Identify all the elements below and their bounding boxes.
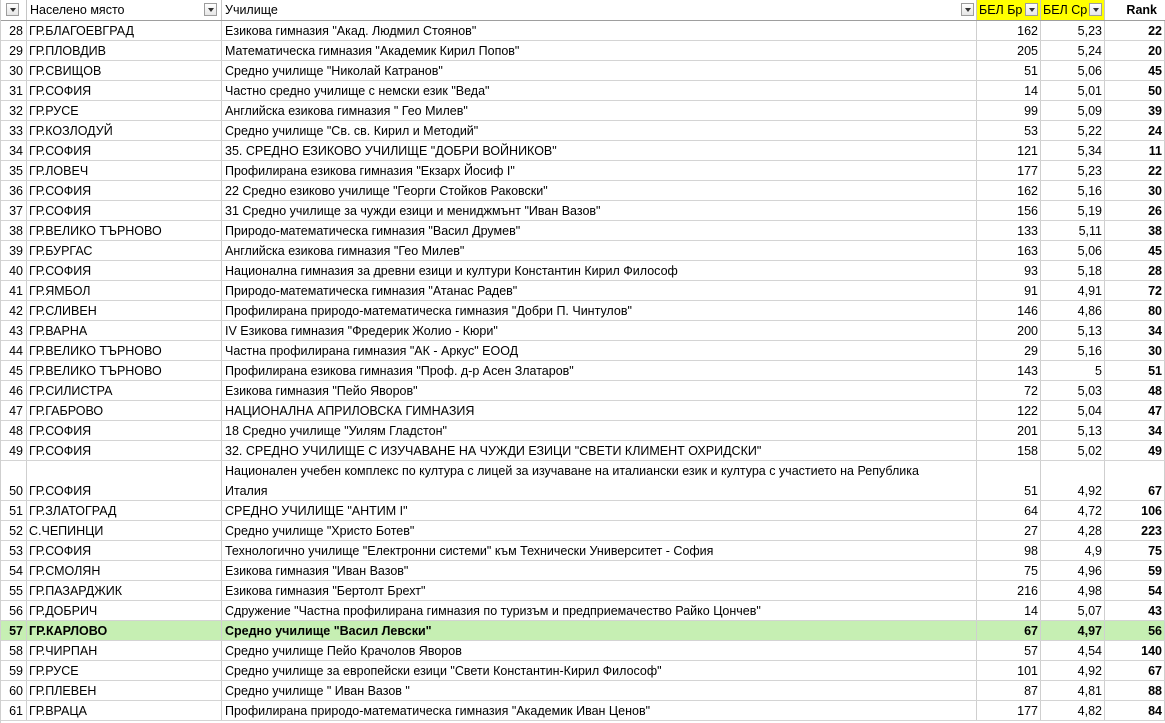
table-row[interactable] (0, 21, 1165, 41)
row-index-cell[interactable]: 45 (0, 361, 27, 380)
bel-average-cell[interactable]: 5,04 (1041, 401, 1105, 420)
header-row (0, 0, 1165, 21)
table-body (0, 21, 1165, 721)
header-rank-cell[interactable] (1105, 0, 1165, 20)
table-row[interactable] (0, 321, 1165, 341)
school-cell[interactable]: Езикова гимназия "Пейо Яворов" (222, 381, 977, 400)
row-index-cell[interactable]: 59 (0, 661, 27, 680)
rank-cell[interactable]: 140 (1105, 641, 1165, 660)
bel-count-cell[interactable]: 14 (977, 601, 1041, 620)
table-row[interactable] (0, 101, 1165, 121)
city-cell[interactable]: ГР.ЧИРПАН (27, 641, 222, 660)
bel-count-cell[interactable]: 122 (977, 401, 1041, 420)
bel-count-cell[interactable]: 75 (977, 561, 1041, 580)
rank-cell[interactable]: 34 (1105, 421, 1165, 440)
bel-count-cell[interactable]: 146 (977, 301, 1041, 320)
bel-count-cell[interactable]: 158 (977, 441, 1041, 460)
row-index-cell[interactable]: 50 (0, 461, 27, 500)
school-cell[interactable]: Езикова гимназия "Бертолт Брехт" (222, 581, 977, 600)
bel-average-cell[interactable]: 5,18 (1041, 261, 1105, 280)
bel-count-cell[interactable]: 64 (977, 501, 1041, 520)
rank-cell[interactable]: 26 (1105, 201, 1165, 220)
rank-cell[interactable]: 223 (1105, 521, 1165, 540)
school-cell[interactable]: Средно училище "Св. св. Кирил и Методий" (222, 121, 977, 140)
header-bel-sr-label: БЕЛ Ср (1043, 3, 1088, 17)
school-cell[interactable]: Средно училище "Николай Катранов" (222, 61, 977, 80)
row-index-cell[interactable]: 38 (0, 221, 27, 240)
rank-cell[interactable]: 54 (1105, 581, 1165, 600)
school-cell[interactable]: Езикова гимназия "Иван Вазов" (222, 561, 977, 580)
school-cell[interactable]: Средно училище за европейски езици "Свети Константин-Кирил Философ" (222, 661, 977, 680)
school-cell[interactable]: 22 Средно езиково училище "Георги Стойков Раковски" (222, 181, 977, 200)
filter-dropdown-icon[interactable] (1089, 3, 1102, 16)
bel-average-cell[interactable]: 4,96 (1041, 561, 1105, 580)
bel-count-cell[interactable]: 67 (977, 621, 1041, 640)
rank-cell[interactable]: 67 (1105, 461, 1165, 500)
bel-average-cell[interactable]: 4,81 (1041, 681, 1105, 700)
bel-average-cell[interactable]: 4,91 (1041, 281, 1105, 300)
header-bel-sr-cell[interactable] (1041, 0, 1105, 20)
school-cell[interactable]: Английска езикова гимназия "Гео Милев" (222, 241, 977, 260)
school-cell[interactable]: Средно училище "Васил Левски" (222, 621, 977, 640)
header-city-cell[interactable] (27, 0, 222, 20)
table-row[interactable] (0, 301, 1165, 321)
row-index-cell[interactable]: 54 (0, 561, 27, 580)
bel-average-cell[interactable]: 5,11 (1041, 221, 1105, 240)
table-row-selected[interactable] (0, 621, 1165, 641)
city-cell[interactable]: ГР.БУРГАС (27, 241, 222, 260)
city-cell[interactable]: ГР.ВРАЦА (27, 701, 222, 720)
row-index-cell[interactable]: 40 (0, 261, 27, 280)
rank-cell[interactable]: 80 (1105, 301, 1165, 320)
rank-cell[interactable]: 34 (1105, 321, 1165, 340)
bel-count-cell[interactable]: 14 (977, 81, 1041, 100)
table-row[interactable] (0, 381, 1165, 401)
row-index-cell[interactable]: 57 (0, 621, 27, 640)
rank-cell[interactable]: 51 (1105, 361, 1165, 380)
bel-count-cell[interactable]: 177 (977, 161, 1041, 180)
bel-count-cell[interactable]: 51 (977, 461, 1041, 500)
school-cell[interactable]: Математическа гимназия "Академик Кирил Попов" (222, 41, 977, 60)
bel-average-cell[interactable]: 4,9 (1041, 541, 1105, 560)
city-cell[interactable]: ГР.ВАРНА (27, 321, 222, 340)
city-cell[interactable]: ГР.ПАЗАРДЖИК (27, 581, 222, 600)
table-row[interactable] (0, 421, 1165, 441)
filter-dropdown-icon[interactable] (204, 3, 217, 16)
table-row[interactable] (0, 61, 1165, 81)
school-cell[interactable]: Профилирана езикова гимназия "Проф. д-р Асен Златаров" (222, 361, 977, 380)
school-cell[interactable]: Сдружение "Частна профилирана гимназия по туризъм и предприемачество Райко Цончев" (222, 601, 977, 620)
header-city-label: Населено място (30, 3, 125, 17)
table-row[interactable] (0, 681, 1165, 701)
table-row[interactable] (0, 201, 1165, 221)
table-row[interactable] (0, 281, 1165, 301)
city-cell[interactable]: ГР.ВЕЛИКО ТЪРНОВО (27, 361, 222, 380)
bel-count-cell[interactable]: 200 (977, 321, 1041, 340)
row-index-cell[interactable]: 29 (0, 41, 27, 60)
row-index-cell[interactable]: 60 (0, 681, 27, 700)
table-row[interactable] (0, 701, 1165, 721)
table-row[interactable] (0, 581, 1165, 601)
table-row[interactable] (0, 261, 1165, 281)
row-index-cell[interactable]: 41 (0, 281, 27, 300)
row-index-cell[interactable]: 55 (0, 581, 27, 600)
table-row[interactable] (0, 341, 1165, 361)
header-index-cell[interactable] (0, 0, 27, 20)
school-cell[interactable]: Профилирана природо-математическа гимназия "Добри П. Чинтулов" (222, 301, 977, 320)
rank-cell[interactable]: 75 (1105, 541, 1165, 560)
city-cell[interactable]: ГР.СОФИЯ (27, 181, 222, 200)
school-cell[interactable]: НАЦИОНАЛНА АПРИЛОВСКА ГИМНАЗИЯ (222, 401, 977, 420)
bel-count-cell[interactable]: 162 (977, 181, 1041, 200)
city-cell[interactable]: ГР.СОФИЯ (27, 261, 222, 280)
row-index-cell[interactable]: 48 (0, 421, 27, 440)
city-cell[interactable]: ГР.ДОБРИЧ (27, 601, 222, 620)
school-cell[interactable]: Профилирана природо-математическа гимназия "Академик Иван Ценов" (222, 701, 977, 720)
city-cell[interactable]: ГР.СОФИЯ (27, 461, 222, 500)
rank-cell[interactable]: 59 (1105, 561, 1165, 580)
city-cell[interactable]: ГР.ВЕЛИКО ТЪРНОВО (27, 341, 222, 360)
bel-count-cell[interactable]: 98 (977, 541, 1041, 560)
row-index-cell[interactable]: 53 (0, 541, 27, 560)
rank-cell[interactable]: 43 (1105, 601, 1165, 620)
bel-count-cell[interactable]: 29 (977, 341, 1041, 360)
bel-count-cell[interactable]: 93 (977, 261, 1041, 280)
row-index-cell[interactable]: 32 (0, 101, 27, 120)
bel-average-cell[interactable]: 5,23 (1041, 161, 1105, 180)
city-cell[interactable]: ГР.СЛИВЕН (27, 301, 222, 320)
bel-average-cell[interactable]: 4,82 (1041, 701, 1105, 720)
city-cell[interactable]: ГР.СВИЩОВ (27, 61, 222, 80)
rank-cell[interactable]: 106 (1105, 501, 1165, 520)
city-cell[interactable]: ГР.ЗЛАТОГРАД (27, 501, 222, 520)
school-cell[interactable]: Профилирана езикова гимназия "Екзарх Йосиф I" (222, 161, 977, 180)
table-row[interactable] (0, 661, 1165, 681)
bel-average-cell[interactable]: 4,28 (1041, 521, 1105, 540)
city-cell[interactable]: ГР.РУСЕ (27, 661, 222, 680)
school-cell[interactable]: IV Езикова гимназия "Фредерик Жолио - Кюри" (222, 321, 977, 340)
bel-average-cell[interactable]: 5,13 (1041, 421, 1105, 440)
rank-cell[interactable]: 72 (1105, 281, 1165, 300)
rank-cell[interactable]: 88 (1105, 681, 1165, 700)
rank-cell[interactable]: 22 (1105, 21, 1165, 40)
city-cell[interactable]: ГР.КАРЛОВО (27, 621, 222, 640)
school-cell[interactable]: 32. СРЕДНО УЧИЛИЩЕ С ИЗУЧАВАНЕ НА ЧУЖДИ ЕЗИЦИ "СВЕТИ КЛИМЕНТ ОХРИДСКИ" (222, 441, 977, 460)
bel-count-cell[interactable]: 72 (977, 381, 1041, 400)
rank-cell[interactable]: 47 (1105, 401, 1165, 420)
bel-average-cell[interactable]: 5,09 (1041, 101, 1105, 120)
school-cell[interactable]: 18 Средно училище "Уилям Гладстон" (222, 421, 977, 440)
table-row[interactable] (0, 141, 1165, 161)
city-cell[interactable]: ГР.ГАБРОВО (27, 401, 222, 420)
city-cell[interactable]: ГР.ЯМБОЛ (27, 281, 222, 300)
school-cell[interactable]: Национална гимназия за древни езици и култури Константин Кирил Философ (222, 261, 977, 280)
row-index-cell[interactable]: 52 (0, 521, 27, 540)
table-row[interactable] (0, 601, 1165, 621)
city-cell[interactable]: ГР.РУСЕ (27, 101, 222, 120)
row-index-cell[interactable]: 34 (0, 141, 27, 160)
rank-cell[interactable]: 24 (1105, 121, 1165, 140)
city-cell[interactable]: ГР.ПЛЕВЕН (27, 681, 222, 700)
school-cell[interactable]: Национален учебен комплекс по култура с лицей за изучаване на италиански език и култура с участието на Република Италия (222, 461, 977, 500)
bel-average-cell[interactable]: 4,92 (1041, 661, 1105, 680)
table-row[interactable] (0, 641, 1165, 661)
row-index-cell[interactable]: 51 (0, 501, 27, 520)
bel-average-cell[interactable]: 5,19 (1041, 201, 1105, 220)
bel-count-cell[interactable]: 133 (977, 221, 1041, 240)
header-bel-br-cell[interactable] (977, 0, 1041, 20)
row-index-cell[interactable]: 46 (0, 381, 27, 400)
bel-count-cell[interactable]: 87 (977, 681, 1041, 700)
header-rank-label: Rank (1126, 3, 1157, 17)
row-index-cell[interactable]: 44 (0, 341, 27, 360)
bel-average-cell[interactable]: 4,86 (1041, 301, 1105, 320)
bel-count-cell[interactable]: 216 (977, 581, 1041, 600)
rank-cell[interactable]: 84 (1105, 701, 1165, 720)
school-cell[interactable]: 31 Средно училище за чужди езици и мениджмънт "Иван Вазов" (222, 201, 977, 220)
school-cell[interactable]: Езикова гимназия "Акад. Людмил Стоянов" (222, 21, 977, 40)
row-index-cell[interactable]: 31 (0, 81, 27, 100)
school-cell[interactable]: Природо-математическа гимназия "Васил Друмев" (222, 221, 977, 240)
school-cell[interactable]: Средно училище " Иван Вазов " (222, 681, 977, 700)
bel-count-cell[interactable]: 91 (977, 281, 1041, 300)
table-row[interactable] (0, 541, 1165, 561)
city-cell[interactable]: ГР.ЛОВЕЧ (27, 161, 222, 180)
bel-count-cell[interactable]: 201 (977, 421, 1041, 440)
row-index-cell[interactable]: 28 (0, 21, 27, 40)
bel-average-cell[interactable]: 5,01 (1041, 81, 1105, 100)
table-row[interactable] (0, 81, 1165, 101)
left-border (0, 0, 1, 723)
rank-cell[interactable]: 28 (1105, 261, 1165, 280)
bel-average-cell[interactable]: 5 (1041, 361, 1105, 380)
rank-cell[interactable]: 11 (1105, 141, 1165, 160)
city-cell[interactable]: ГР.БЛАГОЕВГРАД (27, 21, 222, 40)
city-cell[interactable]: ГР.СОФИЯ (27, 441, 222, 460)
bel-average-cell[interactable]: 4,92 (1041, 461, 1105, 500)
table-row[interactable] (0, 121, 1165, 141)
bel-average-cell[interactable]: 5,16 (1041, 341, 1105, 360)
bel-count-cell[interactable]: 101 (977, 661, 1041, 680)
bel-average-cell[interactable]: 5,13 (1041, 321, 1105, 340)
city-cell[interactable]: ГР.СОФИЯ (27, 541, 222, 560)
table-row[interactable] (0, 441, 1165, 461)
school-cell[interactable]: 35. СРЕДНО ЕЗИКОВО УЧИЛИЩЕ "ДОБРИ ВОЙНИКОВ" (222, 141, 977, 160)
row-index-cell[interactable]: 30 (0, 61, 27, 80)
rank-cell[interactable]: 30 (1105, 341, 1165, 360)
bel-count-cell[interactable]: 53 (977, 121, 1041, 140)
city-cell[interactable]: ГР.ПЛОВДИВ (27, 41, 222, 60)
bel-count-cell[interactable]: 121 (977, 141, 1041, 160)
school-cell[interactable]: Английска езикова гимназия " Гео Милев" (222, 101, 977, 120)
bel-count-cell[interactable]: 57 (977, 641, 1041, 660)
city-cell[interactable]: ГР.СОФИЯ (27, 201, 222, 220)
table-row[interactable] (0, 401, 1165, 421)
city-cell[interactable]: ГР.СОФИЯ (27, 141, 222, 160)
table-row[interactable] (0, 461, 1165, 501)
rank-cell[interactable]: 45 (1105, 241, 1165, 260)
city-cell[interactable]: ГР.СОФИЯ (27, 81, 222, 100)
rank-cell[interactable]: 49 (1105, 441, 1165, 460)
bel-count-cell[interactable]: 162 (977, 21, 1041, 40)
city-cell[interactable]: ГР.КОЗЛОДУЙ (27, 121, 222, 140)
table-row[interactable] (0, 361, 1165, 381)
table-row[interactable] (0, 501, 1165, 521)
bel-average-cell[interactable]: 4,72 (1041, 501, 1105, 520)
bel-count-cell[interactable]: 163 (977, 241, 1041, 260)
school-cell[interactable]: Технологично училище "Електронни системи" към Технически Университет - София (222, 541, 977, 560)
filter-dropdown-icon[interactable] (1025, 3, 1038, 16)
rank-cell[interactable]: 50 (1105, 81, 1165, 100)
school-cell[interactable]: Частна профилирана гимназия "АК - Аркус" ЕООД (222, 341, 977, 360)
bel-count-cell[interactable]: 143 (977, 361, 1041, 380)
rank-cell[interactable]: 38 (1105, 221, 1165, 240)
filter-dropdown-icon[interactable] (961, 3, 974, 16)
bel-average-cell[interactable]: 5,22 (1041, 121, 1105, 140)
bel-average-cell[interactable]: 5,07 (1041, 601, 1105, 620)
school-cell[interactable]: Природо-математическа гимназия "Атанас Радев" (222, 281, 977, 300)
school-cell[interactable]: Средно училище "Христо Ботев" (222, 521, 977, 540)
filter-dropdown-icon[interactable] (6, 3, 19, 16)
table-row[interactable] (0, 41, 1165, 61)
table-row[interactable] (0, 161, 1165, 181)
row-index-cell[interactable]: 61 (0, 701, 27, 720)
city-cell[interactable]: ГР.ВЕЛИКО ТЪРНОВО (27, 221, 222, 240)
row-index-cell[interactable]: 49 (0, 441, 27, 460)
bel-average-cell[interactable]: 5,06 (1041, 61, 1105, 80)
bel-count-cell[interactable]: 99 (977, 101, 1041, 120)
table-row[interactable] (0, 241, 1165, 261)
row-index-cell[interactable]: 36 (0, 181, 27, 200)
bel-average-cell[interactable]: 5,16 (1041, 181, 1105, 200)
row-index-cell[interactable]: 35 (0, 161, 27, 180)
rank-cell[interactable]: 67 (1105, 661, 1165, 680)
header-bel-br-label: БЕЛ Бр (979, 3, 1023, 17)
table-row[interactable] (0, 221, 1165, 241)
bel-count-cell[interactable]: 205 (977, 41, 1041, 60)
city-cell[interactable]: ГР.СОФИЯ (27, 421, 222, 440)
row-index-cell[interactable]: 56 (0, 601, 27, 620)
row-index-cell[interactable]: 37 (0, 201, 27, 220)
city-cell[interactable]: С.ЧЕПИНЦИ (27, 521, 222, 540)
bel-average-cell[interactable]: 5,24 (1041, 41, 1105, 60)
city-cell[interactable]: ГР.СМОЛЯН (27, 561, 222, 580)
bel-average-cell[interactable]: 5,02 (1041, 441, 1105, 460)
bel-count-cell[interactable]: 156 (977, 201, 1041, 220)
bel-average-cell[interactable]: 5,06 (1041, 241, 1105, 260)
header-school-label: Училище (225, 3, 278, 17)
rank-cell[interactable]: 56 (1105, 621, 1165, 640)
bel-count-cell[interactable]: 177 (977, 701, 1041, 720)
school-cell[interactable]: Частно средно училище с немски език "Веда" (222, 81, 977, 100)
row-index-cell[interactable]: 58 (0, 641, 27, 660)
bel-count-cell[interactable]: 27 (977, 521, 1041, 540)
row-index-cell[interactable]: 42 (0, 301, 27, 320)
rank-cell[interactable]: 22 (1105, 161, 1165, 180)
bel-count-cell[interactable]: 51 (977, 61, 1041, 80)
table-row[interactable] (0, 521, 1165, 541)
row-index-cell[interactable]: 43 (0, 321, 27, 340)
row-index-cell[interactable]: 39 (0, 241, 27, 260)
school-cell[interactable]: СРЕДНО УЧИЛИЩЕ "АНТИМ I" (222, 501, 977, 520)
bel-average-cell[interactable]: 5,23 (1041, 21, 1105, 40)
header-school-cell[interactable] (222, 0, 977, 20)
city-cell[interactable]: ГР.СИЛИСТРА (27, 381, 222, 400)
rank-cell[interactable]: 45 (1105, 61, 1165, 80)
table-row[interactable] (0, 561, 1165, 581)
row-index-cell[interactable]: 33 (0, 121, 27, 140)
school-cell[interactable]: Средно училище Пейо Крачолов Яворов (222, 641, 977, 660)
table-row[interactable] (0, 181, 1165, 201)
rank-cell[interactable]: 20 (1105, 41, 1165, 60)
bel-average-cell[interactable]: 5,03 (1041, 381, 1105, 400)
rank-cell[interactable]: 48 (1105, 381, 1165, 400)
row-index-cell[interactable]: 47 (0, 401, 27, 420)
rank-cell[interactable]: 30 (1105, 181, 1165, 200)
bel-average-cell[interactable]: 4,98 (1041, 581, 1105, 600)
rank-cell[interactable]: 39 (1105, 101, 1165, 120)
bel-average-cell[interactable]: 5,34 (1041, 141, 1105, 160)
bel-average-cell[interactable]: 4,97 (1041, 621, 1105, 640)
bel-average-cell[interactable]: 4,54 (1041, 641, 1105, 660)
